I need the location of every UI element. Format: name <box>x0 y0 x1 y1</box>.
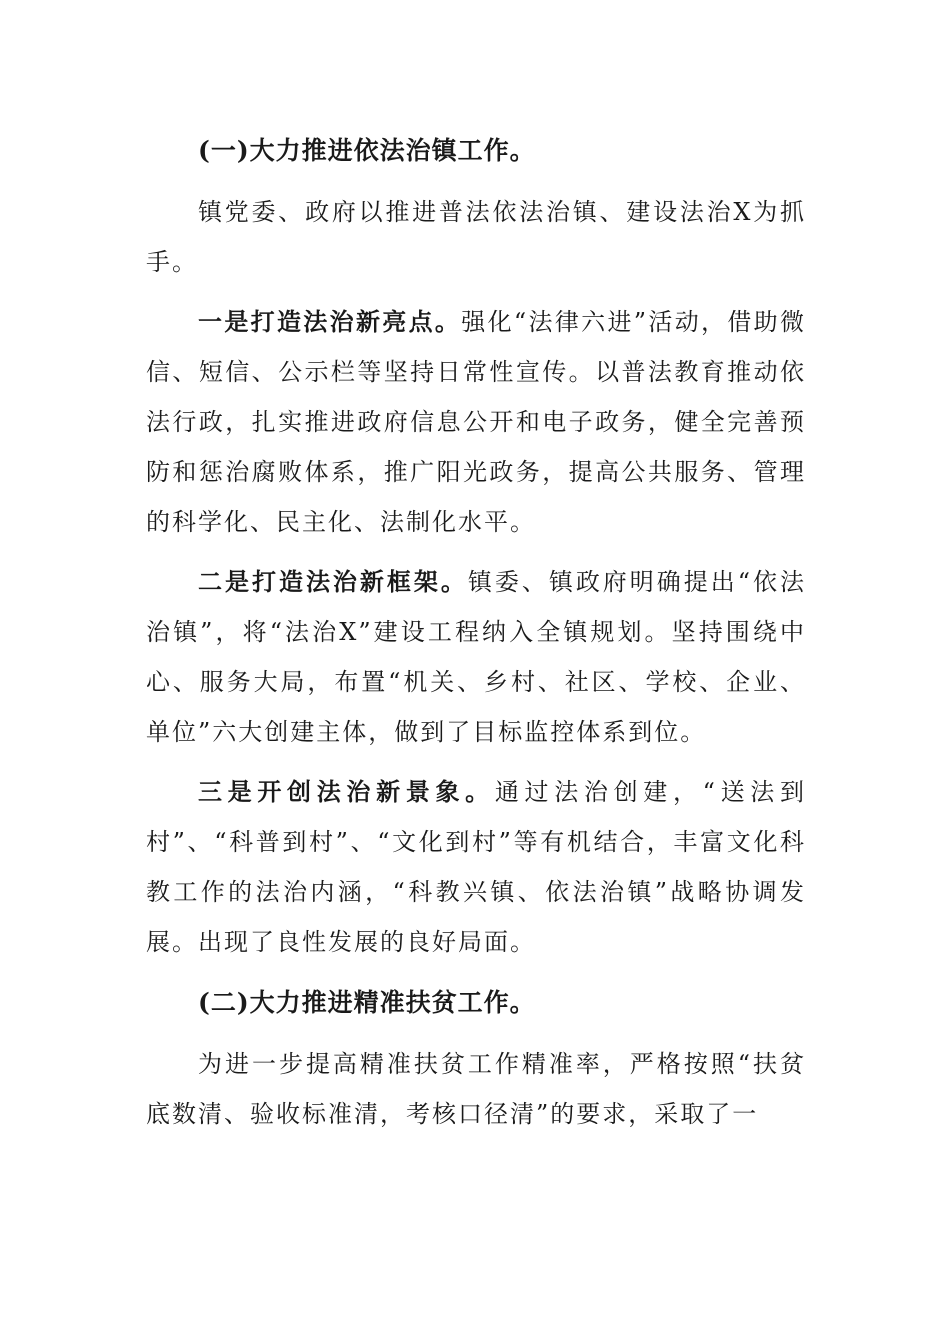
point-1-paragraph <box>146 297 806 547</box>
point-2-lead: 二是打造法治新框架。 <box>198 567 468 596</box>
point-1-text: 强化“法律六进”活动，借助微信、短信、公示栏等坚持日常性宣传。以普法教育推动依法行政，扎实推进政府信息公开和电子政务，健全完善预防和惩治腐败体系，推广阳光政务，提高公共服务、管理的科学化、民主化、法制化水平。 <box>146 308 807 536</box>
section-1-heading: (一)大力推进依法治镇工作。 <box>198 136 536 165</box>
point-2-paragraph <box>146 557 806 757</box>
document-page <box>146 125 806 1139</box>
point-1-lead: 一是打造法治新亮点。 <box>198 307 462 336</box>
section-2-heading: (二)大力推进精准扶贫工作。 <box>198 988 536 1017</box>
point-3-text: 通过法治创建，“送法到村”、“科普到村”、“文化到村”等有机结合，丰富文化科教工作的法治内涵，“科教兴镇、依法治镇”战略协调发展。出现了良性发展的良好局面。 <box>146 778 806 956</box>
point-3-lead: 三是开创法治新景象。 <box>198 777 495 806</box>
point-2-text: 镇委、镇政府明确提出“依法治镇”，将“法治X”建设工程纳入全镇规划。坚持围绕中心、服务大局，布置“机关、乡村、社区、学校、企业、单位”六大创建主体，做到了目标监控体系到位。 <box>146 568 806 746</box>
section-2-intro: 为进一步提高精准扶贫工作精准率，严格按照“扶贫底数清、验收标准清，考核口径清”的要求，采取了一 <box>146 1050 806 1128</box>
point-3-paragraph <box>146 767 806 967</box>
section-1-intro: 镇党委、政府以推进普法依法治镇、建设法治X为抓手。 <box>146 198 806 276</box>
